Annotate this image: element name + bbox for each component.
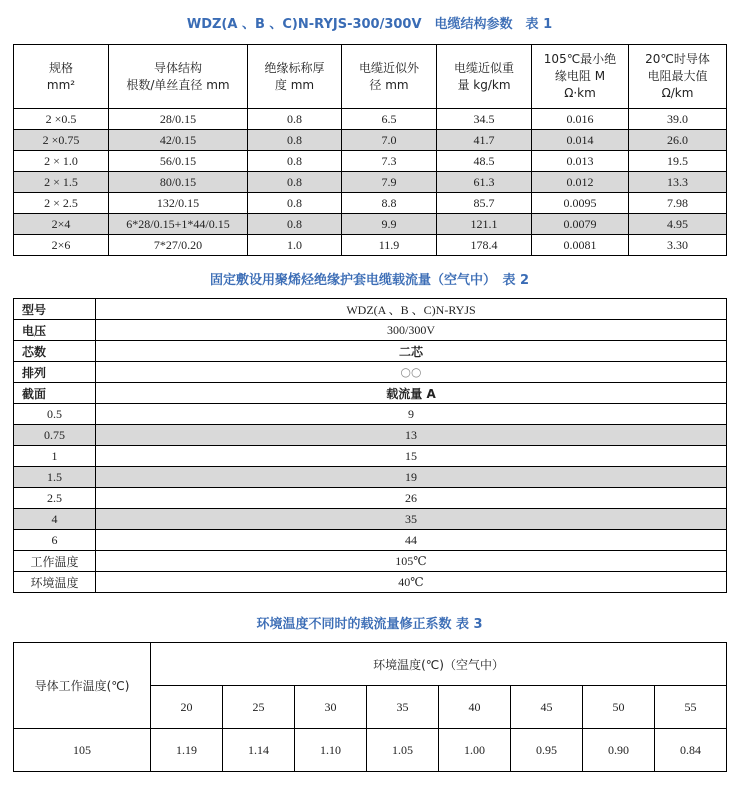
table-cell: 39.0 [629,109,727,130]
header-line: 缘电阻 M [554,69,606,83]
header-line: 电阻最大值 [647,69,708,83]
table-row [14,404,727,425]
env-temp-cell: 50 [583,686,655,729]
section-cell: 2.5 [14,488,96,509]
cores-label: 芯数 [14,341,96,362]
table-cell: 48.5 [437,151,532,172]
table-row [14,530,727,551]
env-temp-cell: 25 [223,686,295,729]
header-line: 度 mm [274,77,315,92]
table-cell: 0.016 [532,109,629,130]
ampacity-cell: 19 [96,467,727,488]
factor-cell: 1.05 [367,729,439,772]
section-label: 截面 [14,383,96,404]
table-cell: 26.0 [629,130,727,151]
table1-header-row [14,45,727,109]
env-temp-group-header: 环境温度(℃)（空气中） [151,643,727,686]
table-cell: 2 ×0.5 [14,109,109,130]
table1-header-cell [14,45,109,109]
header-line: 电缆近似重 [453,60,514,75]
table-cell: 6.5 [342,109,437,130]
table-cell: 0.014 [532,130,629,151]
table-cell: 0.012 [532,172,629,193]
work-temp-value: 105℃ [96,551,727,572]
factor-cell: 0.84 [655,729,727,772]
table-cell: 1.0 [248,235,342,256]
section-value: 载流量 A [96,383,727,404]
table-cell: 11.9 [342,235,437,256]
table-cell: 56/0.15 [109,151,248,172]
ampacity-cell: 26 [96,488,727,509]
table-cell: 13.3 [629,172,727,193]
ampacity-cell: 15 [96,446,727,467]
voltage-label: 电压 [14,320,96,341]
work-temp-value: 105 [14,729,151,772]
table-row [14,172,727,193]
header-line: 绝缘标称厚 [264,60,325,75]
table-cell: 0.8 [248,109,342,130]
table-row [14,109,727,130]
table-cell: 19.5 [629,151,727,172]
table-cell: 28/0.15 [109,109,248,130]
table-row [14,488,727,509]
header-line: 根数/单丝直径 mm [126,77,230,92]
table-cell: 132/0.15 [109,193,248,214]
header-line: Ω/km [661,86,694,100]
table-cell: 2 ×0.75 [14,130,109,151]
table-cell: 121.1 [437,214,532,235]
table1-header-cell [109,45,248,109]
table-cell: 85.7 [437,193,532,214]
env-temp-cell: 35 [367,686,439,729]
work-temp-label: 工作温度 [14,551,96,572]
env-temp-cell: 40 [439,686,511,729]
env-temp-cell: 45 [511,686,583,729]
env-temp-value: 40℃ [96,572,727,593]
header-line: 导体结构 [153,60,202,75]
table-cell: 42/0.15 [109,130,248,151]
table-cell: 0.8 [248,130,342,151]
table1-header-cell [437,45,532,109]
env-temp-cell: 30 [295,686,367,729]
table1-header-cell [342,45,437,109]
table-cell: 7.0 [342,130,437,151]
ampacity-table [13,298,727,593]
table-row [14,235,727,256]
ampacity-cell: 9 [96,404,727,425]
table-cell: 2 × 1.0 [14,151,109,172]
table-row [14,509,727,530]
table2-caption: 固定敷设用聚烯烃绝缘护套电缆载流量（空气中） 表 2 [209,273,530,288]
table-cell: 7.3 [342,151,437,172]
table-cell: 61.3 [437,172,532,193]
env-temp-cell: 20 [151,686,223,729]
model-value: WDZ(A 、B 、C)N-RYJS [96,299,727,320]
header-line: 规格 [48,60,73,75]
table-cell: 9.9 [342,214,437,235]
table-row [14,193,727,214]
header-line: Ω·km [564,86,596,100]
table-cell: 8.8 [342,193,437,214]
structure-table [13,44,727,256]
table-cell: 41.7 [437,130,532,151]
factor-cell: 0.95 [511,729,583,772]
table1-header-cell [532,45,629,109]
table-cell: 4.95 [629,214,727,235]
header-line: 电缆近似外 [358,60,419,75]
table-cell: 2 × 2.5 [14,193,109,214]
table-cell: 7.9 [342,172,437,193]
table-cell: 6*28/0.15+1*44/0.15 [109,214,248,235]
ampacity-cell: 13 [96,425,727,446]
table-cell: 0.8 [248,193,342,214]
arrangement-label: 排列 [14,362,96,383]
factor-cell: 1.00 [439,729,511,772]
table-row [14,151,727,172]
voltage-value: 300/300V [96,320,727,341]
env-temp-cell: 55 [655,686,727,729]
table-row [14,446,727,467]
section-cell: 1.5 [14,467,96,488]
table-cell: 2 × 1.5 [14,172,109,193]
cores-value: 二芯 [96,341,727,362]
header-line: 量 kg/km [457,77,511,92]
work-temp-header: 导体工作温度(℃) [14,643,151,729]
env-temp-label: 环境温度 [14,572,96,593]
table-cell: 0.8 [248,151,342,172]
factor-cell: 1.14 [223,729,295,772]
table1-header-cell [248,45,342,109]
ampacity-cell: 35 [96,509,727,530]
model-label: 型号 [14,299,96,320]
table-row [14,467,727,488]
table1-caption: WDZ(A 、B 、C)N-RYJS-300/300V 电缆结构参数 表 1 [186,17,553,32]
factor-cell: 1.19 [151,729,223,772]
section-cell: 0.75 [14,425,96,446]
table-cell: 0.0095 [532,193,629,214]
table-cell: 0.0079 [532,214,629,235]
table-cell: 0.013 [532,151,629,172]
table-row [14,425,727,446]
table-cell: 7*27/0.20 [109,235,248,256]
table-cell: 7.98 [629,193,727,214]
table-row [14,130,727,151]
section-cell: 1 [14,446,96,467]
header-line: 20℃时导体 [645,52,710,66]
table-cell: 178.4 [437,235,532,256]
factor-cell: 1.10 [295,729,367,772]
table-cell: 3.30 [629,235,727,256]
table3-caption: 环境温度不同时的载流量修正系数 表 3 [256,617,483,632]
table-cell: 2×6 [14,235,109,256]
section-cell: 6 [14,530,96,551]
factor-cell: 0.90 [583,729,655,772]
table-cell: 80/0.15 [109,172,248,193]
header-line: 105℃最小绝 [543,52,617,66]
table-cell: 2×4 [14,214,109,235]
header-line: mm² [46,77,76,92]
table-cell: 0.0081 [532,235,629,256]
table-cell: 34.5 [437,109,532,130]
header-line: 径 mm [369,77,409,92]
section-cell: 4 [14,509,96,530]
table-cell: 0.8 [248,172,342,193]
table-cell: 0.8 [248,214,342,235]
section-cell: 0.5 [14,404,96,425]
arrangement-value: ○○ [96,362,727,383]
correction-table [13,642,727,772]
ampacity-cell: 44 [96,530,727,551]
table1-header-cell [629,45,727,109]
table-row [14,214,727,235]
